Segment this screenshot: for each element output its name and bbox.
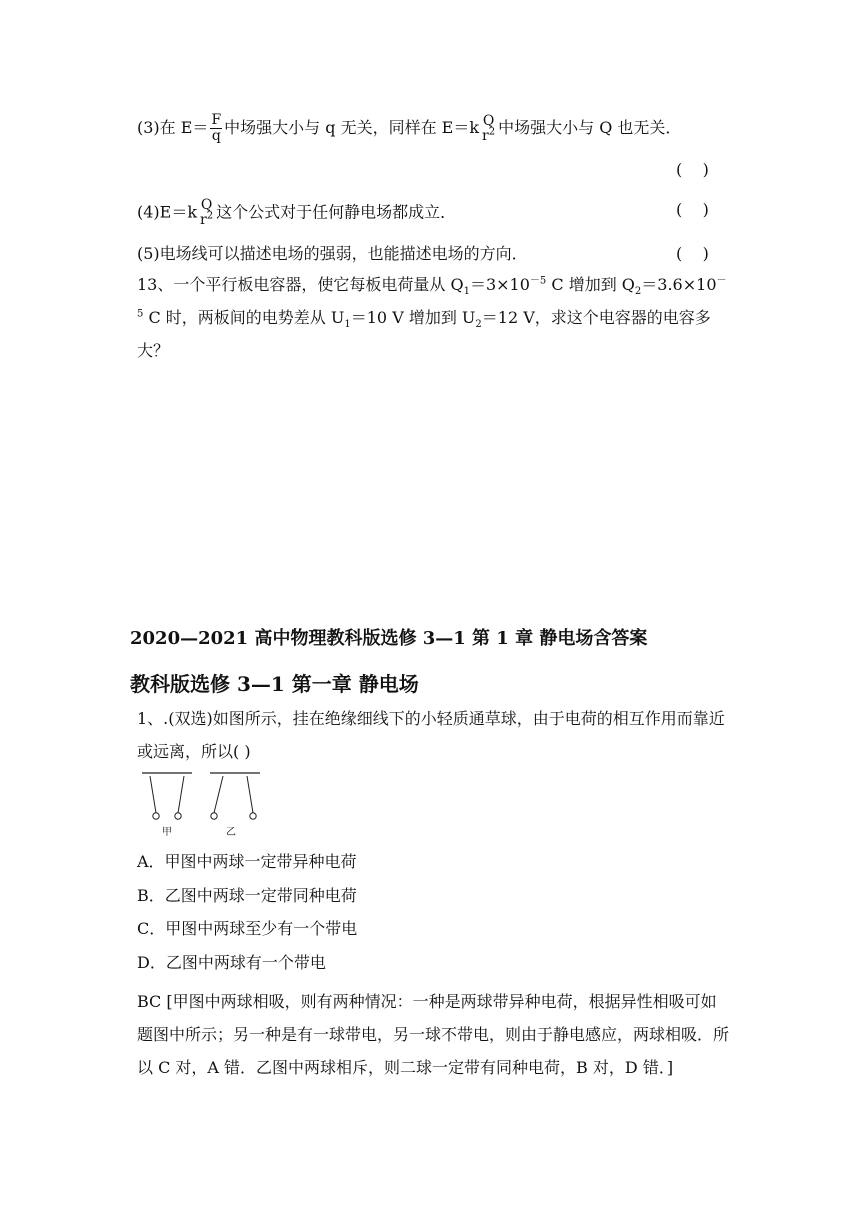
option-b: B．乙图中两球一定带同种电荷 [137,886,357,905]
option-d: D．乙图中两球有一个带电 [137,953,326,972]
q13-exp-1: －5 [529,275,547,287]
q3-mid: 中场强大小与 q 无关，同样在 E＝k [224,118,480,137]
pith-ball-figure [138,770,268,840]
q13-text-6: ＝10 V 增加到 U [350,308,476,327]
q13-sub-4: 2 [475,319,482,331]
document-title: 2020—2021 高中物理教科版选修 3—1 第 1 章 静电场含答案 [130,628,648,649]
q13-text-4: ＝3.6×10 [641,275,717,294]
q3-answer-paren: ( ) [676,160,709,179]
fraction-q-over-r2 [481,114,496,144]
question-4 [137,198,456,228]
fraction-f-over-q [210,113,222,144]
q3-f2-den: r [482,127,489,144]
q13-sub-3: 1 [344,319,351,331]
q4-f-den-exp: 2 [206,210,214,222]
q1-answer-explanation: BC [甲图中两球相吸，则有两种情况：一种是两球带异种电荷，根据异性相吸可如题图中所示；另一种是有一球带电，另一球不带电，则由于静电感应，两球相吸．所以 C 对，A 错．乙图中两球相斥，则二球一定带有同种电荷，B 对，D 错．] [137,992,730,1077]
q3-f2-den-exp: 2 [488,125,496,137]
option-a: A．甲图中两球一定带异种电荷 [137,852,357,871]
q13-text-1: 13、一个平行板电容器，使它每板电荷量从 Q [137,275,464,294]
q3-f2-num: Q [482,112,495,129]
q13-exp-2: －5 [137,275,727,320]
q3-suffix: 中场强大小与 Q 也无关． [498,118,682,137]
q13-text-7: ＝12 V，求这个电容器的电容多大？ [137,308,711,360]
q13-text-5: C 时，两板间的电势差从 U [143,308,345,327]
question-3 [137,113,681,144]
q13-sub-2: 2 [634,286,642,298]
q4-answer-paren: ( ) [676,200,709,219]
q3-f1-num: F [211,112,222,128]
pith-ball-diagram [138,770,268,840]
figure-label-yi: 乙 [226,827,236,838]
q1-stem: 1、.(双选)如图所示，挂在绝缘细线下的小轻质通草球，由于电荷的相互作用而靠近或远离，所以( ) [137,709,725,761]
figure-label-jia: 甲 [162,827,172,838]
question-13 [137,268,731,367]
q13-sub-1: 1 [463,286,470,298]
q13-text-2: ＝3×10 [469,275,530,294]
q4-prefix: (4)E＝k [137,202,198,222]
q4-f-num: Q [200,197,213,213]
q4-suffix: 这个公式对于任何静电场都成立． [216,202,457,222]
q4-f-den: r [200,212,207,228]
q5-answer-paren: ( ) [676,244,709,263]
section-subtitle: 教科版选修 3—1 第一章 静电场 [130,672,419,696]
q3-prefix: (3)在 E＝ [137,118,209,137]
option-c: C．甲图中两球至少有一个带电 [137,919,358,938]
q5-text: (5)电场线可以描述电场的强弱，也能描述电场的方向． [137,244,528,263]
q3-f1-den: q [211,128,221,144]
q13-text-3: C 增加到 Q [546,275,635,294]
fraction-q-over-r2 [199,198,214,228]
